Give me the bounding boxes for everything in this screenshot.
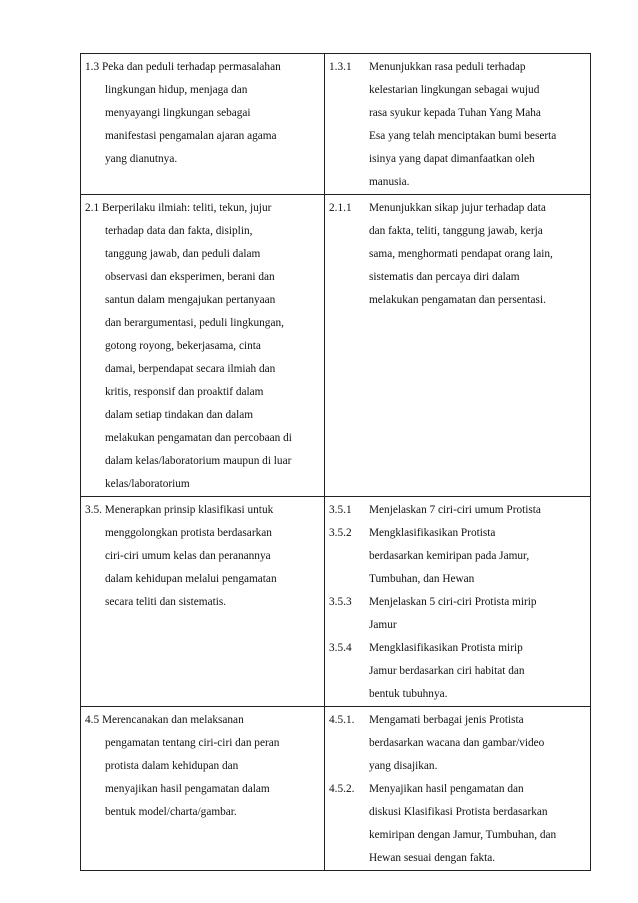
basic-competency-cell (81, 497, 325, 707)
basic-competency-text: 4.5 Merencanakan dan melaksanan pengamatan tentang ciri-ciri dan peran protista dalam kehidupan dan menyajikan hasil pengamatan dalam bentuk model/charta/gambar. (85, 714, 280, 818)
table-row (81, 707, 591, 871)
indicator-text: Menunjukkan sikap jujur terhadap data dan fakta, teliti, tanggung jawab, kerja sama, menghormati pendapat orang lain, sistematis dan percaya diri dalam melakukan pengamatan dan persentasi. (369, 202, 553, 306)
competency-table (80, 53, 591, 871)
indicator-number: 2.1.1 (329, 202, 352, 214)
indicator-cell (325, 497, 591, 707)
indicator-number: 3.5.1 (329, 504, 352, 516)
indicator-number: 1.3.1 (329, 61, 352, 73)
indicator-text: Menjelaskan 7 ciri-ciri umum Protista (369, 504, 541, 516)
indicator-cell (325, 54, 591, 195)
indicator-text: Menjelaskan 5 ciri-ciri Protista mirip Jamur (369, 596, 537, 631)
basic-competency-cell (81, 195, 325, 497)
indicator-number: 4.5.2. (329, 783, 355, 795)
indicator-number: 3.5.4 (329, 642, 352, 654)
indicator-number: 4.5.1. (329, 714, 355, 726)
basic-competency-cell (81, 54, 325, 195)
indicator-text: Menyajikan hasil pengamatan dan diskusi Klasifikasi Protista berdasarkan kemiripan dengan Jamur, Tumbuhan, dan Hewan sesuai dengan fakta. (369, 783, 557, 864)
indicator-item (329, 591, 586, 637)
indicator-number: 3.5.3 (329, 596, 352, 608)
basic-competency-cell (81, 707, 325, 871)
basic-competency-text: 1.3 Peka dan peduli terhadap permasalahan lingkungan hidup, menjaga dan menyayangi lingkungan sebagai manifestasi pengamalan ajaran agama yang dianutnya. (85, 61, 281, 165)
table-row (81, 195, 591, 497)
indicator-item (329, 499, 586, 522)
table-row (81, 497, 591, 707)
indicator-number: 3.5.2 (329, 527, 352, 539)
indicator-item (329, 709, 586, 778)
indicator-item (329, 778, 586, 870)
basic-competency-text: 3.5. Menerapkan prinsip klasifikasi untuk menggolongkan protista berdasarkan ciri-ciri umum kelas dan peranannya dalam kehidupan melalui pengamatan secara teliti dan sistematis. (85, 504, 277, 608)
basic-competency-text: 2.1 Berperilaku ilmiah: teliti, tekun, jujur terhadap data dan fakta, disiplin, tanggung jawab, dan peduli dalam observasi dan eksperimen, berani dan santun dalam mengajukan pertanyaan dan berargumentasi, peduli lingkungan, gotong royong, bekerjasama, cinta damai, berpendapat secara ilmiah dan kritis, responsif dan proaktif dalam dalam setiap tindakan dan dalam melakukan pengamatan dan percobaan di dalam kelas/laboratorium maupun di luar kelas/laboratorium (85, 202, 292, 490)
indicator-cell (325, 707, 591, 871)
indicator-text: Mengamati berbagai jenis Protista berdasarkan wacana dan gambar/video yang disajikan. (369, 714, 545, 772)
indicator-item (329, 56, 586, 194)
indicator-text: Mengklasifikasikan Protista berdasarkan kemiripan pada Jamur, Tumbuhan, dan Hewan (369, 527, 530, 585)
indicator-item (329, 197, 586, 312)
indicator-item (329, 522, 586, 591)
table-row (81, 54, 591, 195)
indicator-text: Mengklasifikasikan Protista mirip Jamur berdasarkan ciri habitat dan bentuk tubuhnya. (369, 642, 525, 700)
indicator-item (329, 637, 586, 706)
indicator-text: Menunjukkan rasa peduli terhadap kelestarian lingkungan sebagai wujud rasa syukur kepada Tuhan Yang Maha Esa yang telah menciptakan bumi beserta isinya yang dapat dimanfaatkan oleh manusia. (369, 61, 557, 188)
indicator-cell (325, 195, 591, 497)
